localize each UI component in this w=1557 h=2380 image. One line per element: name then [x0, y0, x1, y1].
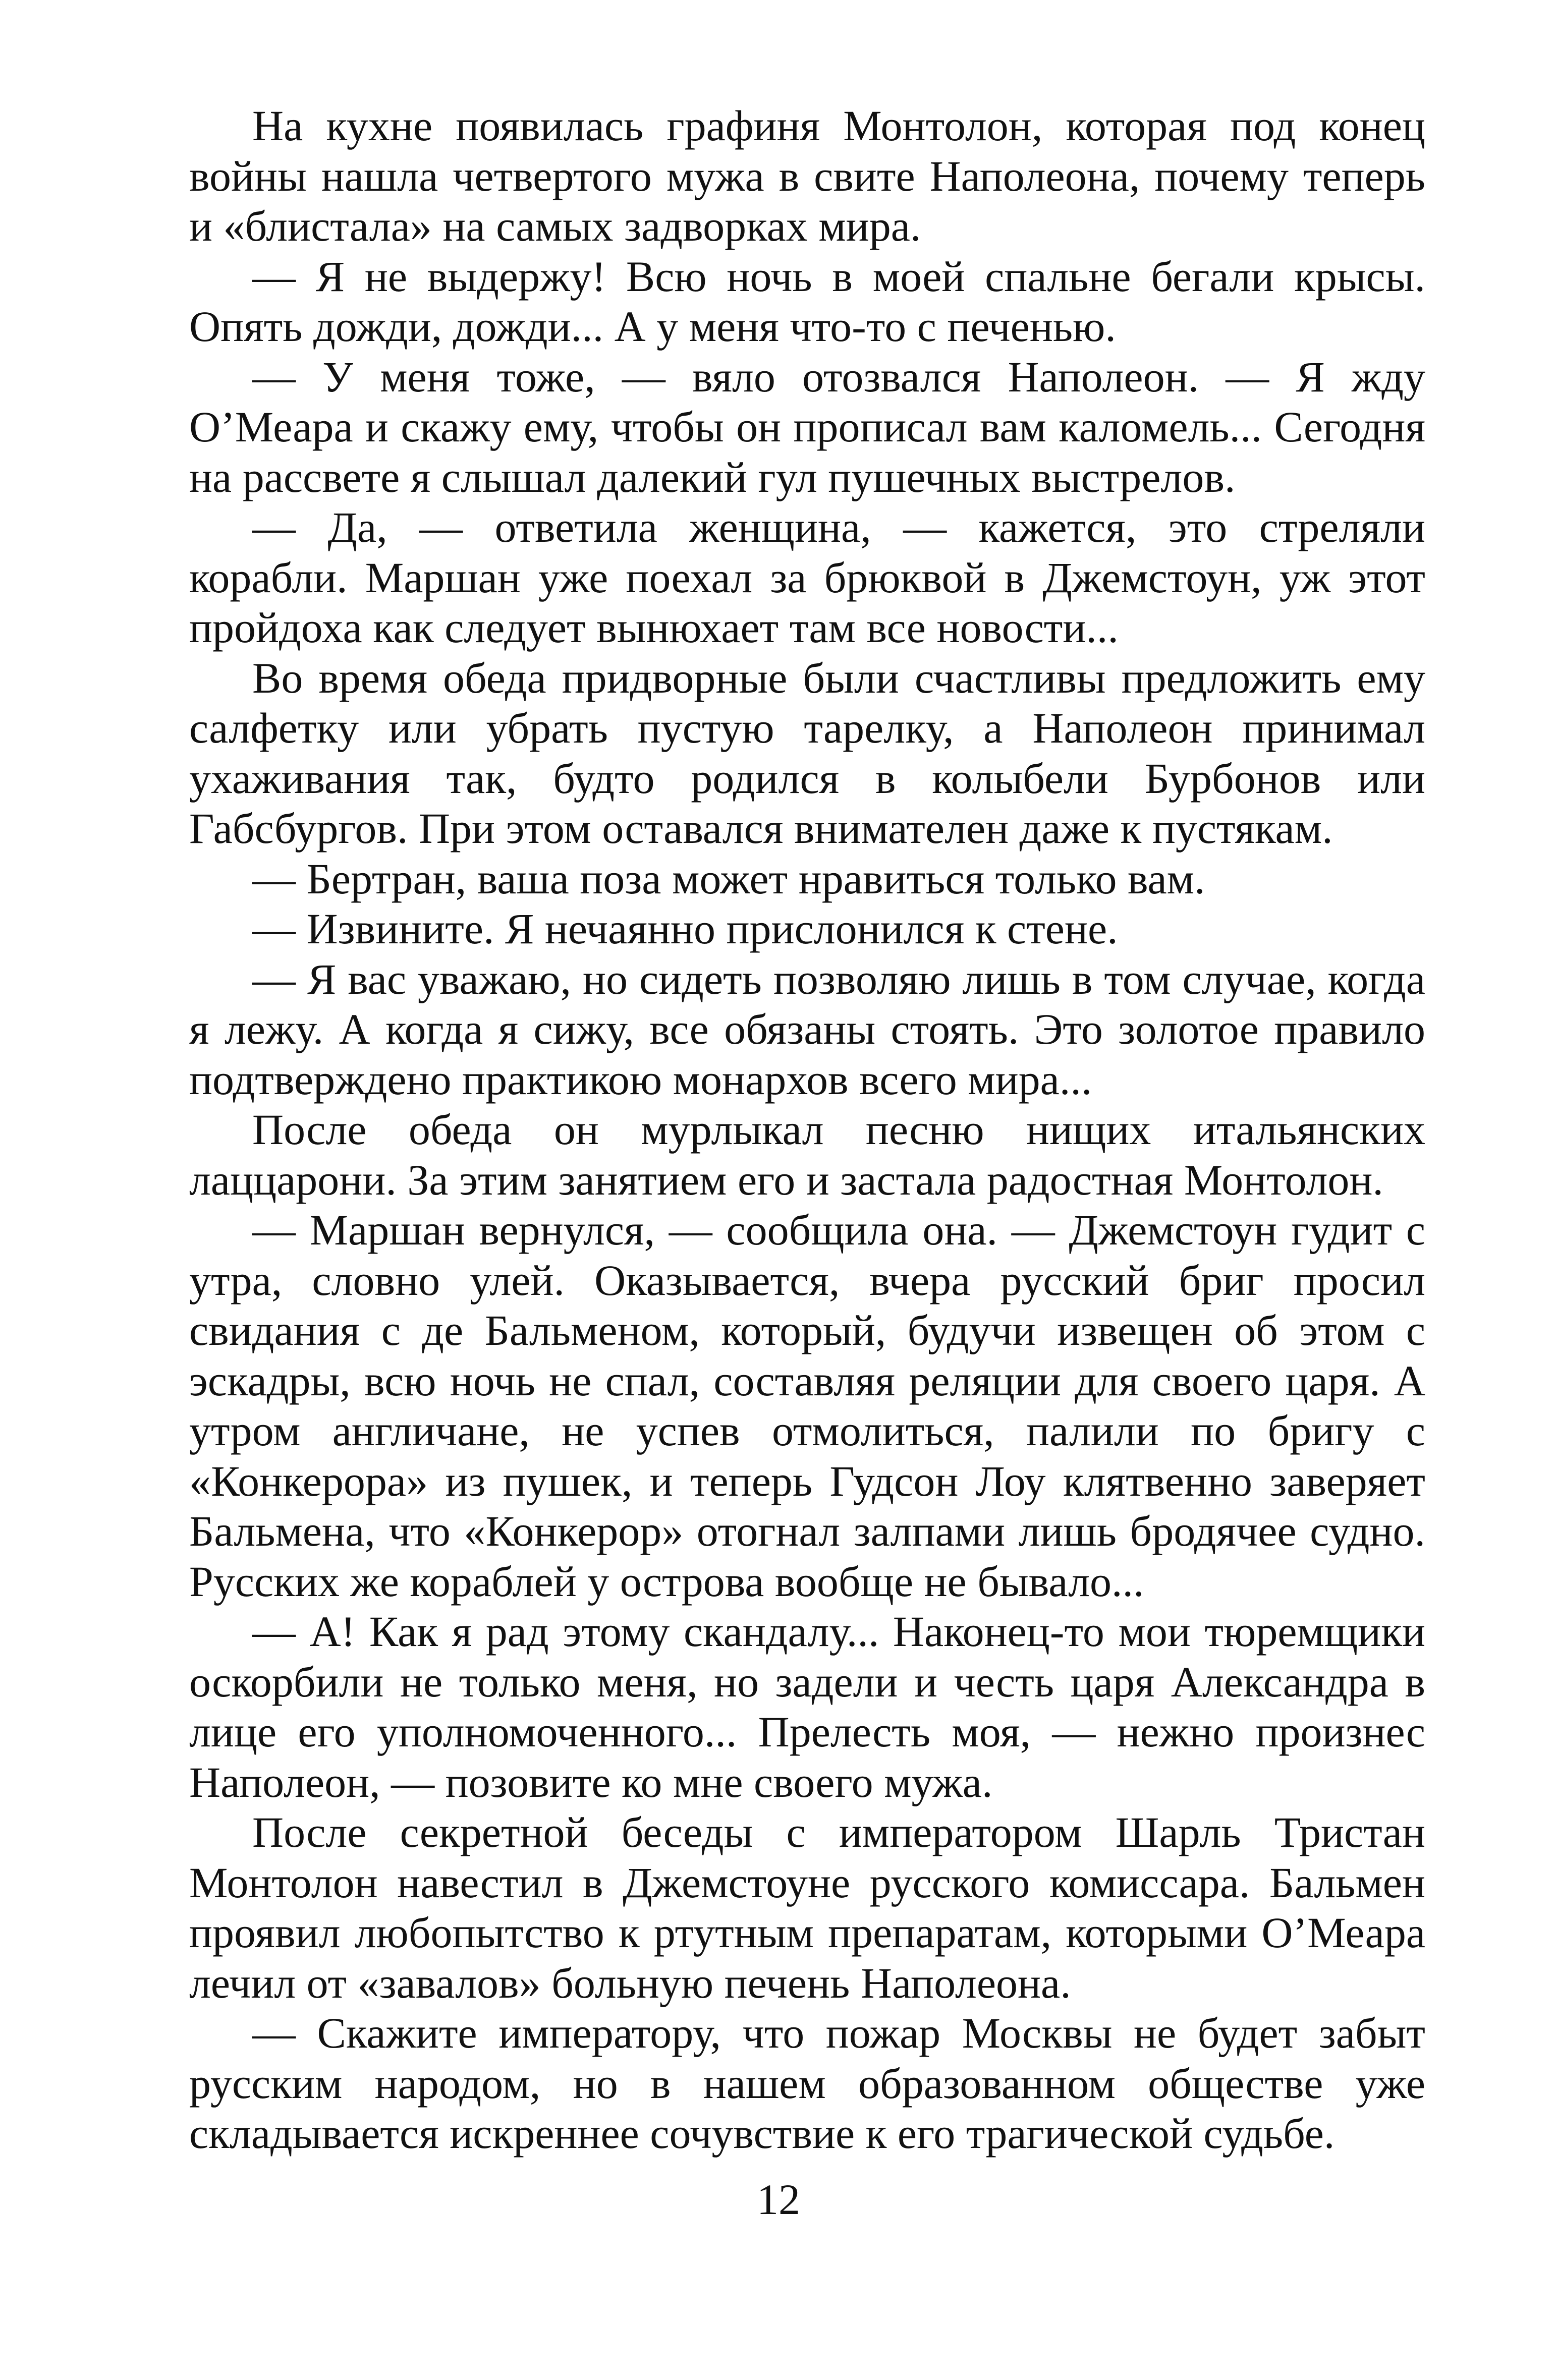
paragraph: — Бертран, ваша поза может нравиться только вам.: [252, 854, 1205, 903]
paragraph: — Извините. Я нечаянно прислонился к стене.: [252, 904, 1118, 953]
paragraph: На кухне появилась графиня Монтолон, которая под конец войны нашла четвертого мужа в свите Наполеона, почему теперь и «блистала» на самых задворках мира.: [189, 101, 1425, 250]
page-number: 12: [757, 2175, 800, 2224]
body-text: [189, 101, 1425, 2159]
paragraph: После обеда он мурлыкал песню нищих итальянских лаццарони. За этим занятием его и застала радостная Монтолон.: [189, 1105, 1425, 1204]
paragraph: — Маршан вернулся, — сообщила она. — Джемстоун гудит с утра, словно улей. Оказывается, вчера русский бриг просил свидания с де Бальменом, который, будучи извещен об этом с эскадры, всю ночь не спал, составляя реляции для своего царя. А утром англичане, не успев отмолиться, палили по бригу с «Конкерора» из пушек, и теперь Гудсон Лоу клятвенно заверяет Бальмена, что «Конкерор» отогнал залпами лишь бродячее судно. Русских же кораблей у острова вообще не бывало...: [189, 1206, 1425, 1606]
paragraph: — Скажите императору, что пожар Москвы не будет забыт русским народом, но в нашем образованном обществе уже складывается искреннее сочувствие к его трагической судьбе.: [189, 2009, 1425, 2158]
paragraph: — У меня тоже, — вяло отозвался Наполеон. — Я жду О’Меара и скажу ему, чтобы он прописал вам каломель... Сегодня на рассвете я слышал далекий гул пушечных выстрелов.: [189, 352, 1425, 501]
paragraph: Во время обеда придворные были счастливы предложить ему салфетку или убрать пустую тарелку, а Наполеон принимал ухаживания так, будто родился в колыбели Бурбонов или Габсбургов. При этом оставался внимателен даже к пустякам.: [189, 653, 1425, 853]
paragraph: — Я не выдержу! Всю ночь в моей спальне бегали крысы. Опять дожди, дожди... А у меня что-то с печенью.: [189, 252, 1425, 351]
paragraph: — Я вас уважаю, но сидеть позволяю лишь в том случае, когда я лежу. А когда я сижу, все обязаны стоять. Это золотое правило подтверждено практикою монархов всего мира...: [189, 954, 1425, 1104]
paragraph: — А! Как я рад этому скандалу... Наконец-то мои тюремщики оскорбили не только меня, но задели и честь царя Александра в лице его уполномоченного... Прелесть моя, — нежно произнес Наполеон, — позовите ко мне своего мужа.: [189, 1607, 1425, 1806]
paragraph: После секретной беседы с императором Шарль Тристан Монтолон навестил в Джемстоуне русского комиссара. Бальмен проявил любопытство к ртутным препаратам, которыми О’Меара лечил от «завалов» больную печень Наполеона.: [189, 1808, 1425, 2007]
paragraph: — Да, — ответила женщина, — кажется, это стреляли корабли. Маршан уже поехал за брюквой в Джемстоун, уж этот пройдоха как следует вынюхает там все новости...: [189, 503, 1425, 652]
